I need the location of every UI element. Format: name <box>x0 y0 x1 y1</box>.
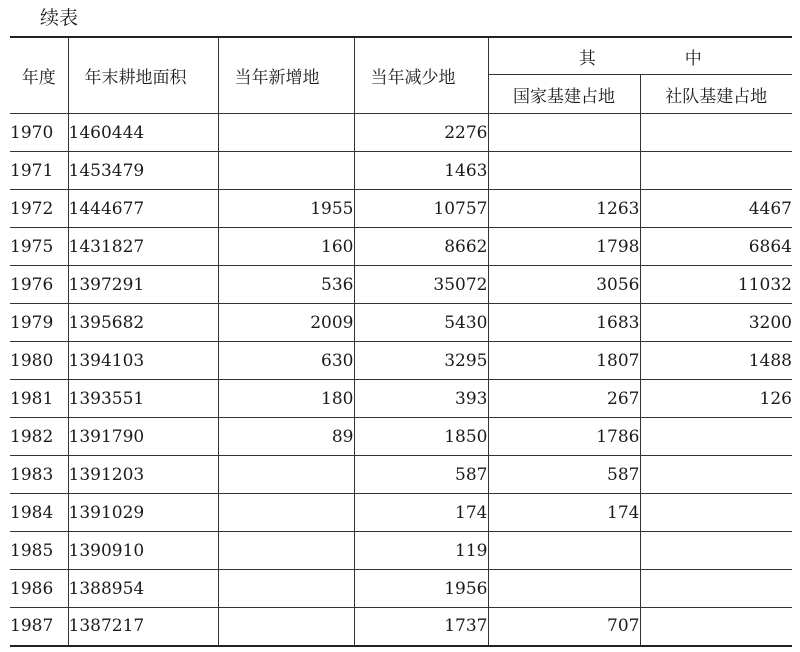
cell-new-land: 180 <box>218 380 354 418</box>
cell-year: 1986 <box>10 570 68 608</box>
cell-state-construction: 1807 <box>488 342 640 380</box>
cell-commune-construction: 4467 <box>640 190 792 228</box>
cell-state-construction: 1798 <box>488 228 640 266</box>
cell-commune-construction: 6864 <box>640 228 792 266</box>
cell-reduced-land: 119 <box>354 532 488 570</box>
table-body <box>10 114 792 646</box>
cell-reduced-land: 587 <box>354 456 488 494</box>
cell-state-construction: 267 <box>488 380 640 418</box>
table-row <box>10 190 792 228</box>
cell-commune-construction <box>640 418 792 456</box>
cell-commune-construction: 11032 <box>640 266 792 304</box>
cell-commune-construction: 126 <box>640 380 792 418</box>
header-of-which-label: 其 中 <box>578 48 738 69</box>
cell-year: 1979 <box>10 304 68 342</box>
cell-reduced-land: 1956 <box>354 570 488 608</box>
cell-new-land: 2009 <box>218 304 354 342</box>
header-area-end: 年末耕地面积 <box>68 37 218 114</box>
cell-state-construction <box>488 114 640 152</box>
cell-area-end: 1390910 <box>68 532 218 570</box>
table-row <box>10 570 792 608</box>
cell-new-land <box>218 152 354 190</box>
cell-reduced-land: 1463 <box>354 152 488 190</box>
cell-reduced-land: 2276 <box>354 114 488 152</box>
cell-year: 1971 <box>10 152 68 190</box>
header-state-construction: 国家基建占地 <box>488 75 640 114</box>
cell-new-land: 1955 <box>218 190 354 228</box>
cell-state-construction <box>488 152 640 190</box>
cell-reduced-land: 174 <box>354 494 488 532</box>
cell-year: 1976 <box>10 266 68 304</box>
cell-new-land: 89 <box>218 418 354 456</box>
cell-new-land <box>218 494 354 532</box>
cell-reduced-land: 1850 <box>354 418 488 456</box>
table-row <box>10 228 792 266</box>
table-row <box>10 418 792 456</box>
cell-commune-construction: 3200 <box>640 304 792 342</box>
cell-new-land: 160 <box>218 228 354 266</box>
cell-state-construction: 1786 <box>488 418 640 456</box>
table-row <box>10 494 792 532</box>
cell-year: 1987 <box>10 608 68 646</box>
table-row <box>10 456 792 494</box>
table-row <box>10 266 792 304</box>
header-of-which <box>488 37 792 75</box>
cell-area-end: 1460444 <box>68 114 218 152</box>
cell-new-land: 630 <box>218 342 354 380</box>
cell-area-end: 1431827 <box>68 228 218 266</box>
cell-new-land <box>218 114 354 152</box>
cell-reduced-land: 8662 <box>354 228 488 266</box>
cell-area-end: 1397291 <box>68 266 218 304</box>
table-caption: 续表 <box>40 7 79 29</box>
cell-area-end: 1391029 <box>68 494 218 532</box>
cell-state-construction: 3056 <box>488 266 640 304</box>
farmland-table <box>10 36 792 647</box>
cell-state-construction: 587 <box>488 456 640 494</box>
cell-year: 1985 <box>10 532 68 570</box>
table-row <box>10 608 792 646</box>
cell-new-land: 536 <box>218 266 354 304</box>
table-row <box>10 380 792 418</box>
cell-year: 1982 <box>10 418 68 456</box>
cell-state-construction <box>488 570 640 608</box>
cell-area-end: 1388954 <box>68 570 218 608</box>
cell-reduced-land: 3295 <box>354 342 488 380</box>
header-year: 年度 <box>10 37 68 114</box>
table-row <box>10 532 792 570</box>
header-reduced-land: 当年减少地 <box>354 37 488 114</box>
cell-reduced-land: 1737 <box>354 608 488 646</box>
cell-state-construction <box>488 532 640 570</box>
cell-commune-construction <box>640 456 792 494</box>
cell-reduced-land: 10757 <box>354 190 488 228</box>
cell-state-construction: 707 <box>488 608 640 646</box>
cell-year: 1983 <box>10 456 68 494</box>
cell-year: 1972 <box>10 190 68 228</box>
cell-year: 1970 <box>10 114 68 152</box>
cell-area-end: 1394103 <box>68 342 218 380</box>
cell-new-land <box>218 532 354 570</box>
cell-commune-construction <box>640 494 792 532</box>
cell-area-end: 1444677 <box>68 190 218 228</box>
header-new-land: 当年新增地 <box>218 37 354 114</box>
cell-commune-construction <box>640 608 792 646</box>
cell-year: 1981 <box>10 380 68 418</box>
cell-area-end: 1395682 <box>68 304 218 342</box>
cell-new-land <box>218 570 354 608</box>
header-commune-construction: 社队基建占地 <box>640 75 792 114</box>
cell-commune-construction: 1488 <box>640 342 792 380</box>
table-row <box>10 304 792 342</box>
table-row <box>10 114 792 152</box>
cell-area-end: 1387217 <box>68 608 218 646</box>
cell-area-end: 1393551 <box>68 380 218 418</box>
cell-state-construction: 1683 <box>488 304 640 342</box>
cell-year: 1975 <box>10 228 68 266</box>
cell-reduced-land: 393 <box>354 380 488 418</box>
table-row <box>10 342 792 380</box>
cell-reduced-land: 5430 <box>354 304 488 342</box>
cell-commune-construction <box>640 532 792 570</box>
cell-year: 1980 <box>10 342 68 380</box>
cell-reduced-land: 35072 <box>354 266 488 304</box>
cell-commune-construction <box>640 152 792 190</box>
cell-new-land <box>218 456 354 494</box>
cell-commune-construction <box>640 114 792 152</box>
cell-area-end: 1453479 <box>68 152 218 190</box>
cell-new-land <box>218 608 354 646</box>
cell-area-end: 1391203 <box>68 456 218 494</box>
cell-year: 1984 <box>10 494 68 532</box>
cell-state-construction: 1263 <box>488 190 640 228</box>
cell-state-construction: 174 <box>488 494 640 532</box>
table-row <box>10 152 792 190</box>
cell-area-end: 1391790 <box>68 418 218 456</box>
cell-commune-construction <box>640 570 792 608</box>
